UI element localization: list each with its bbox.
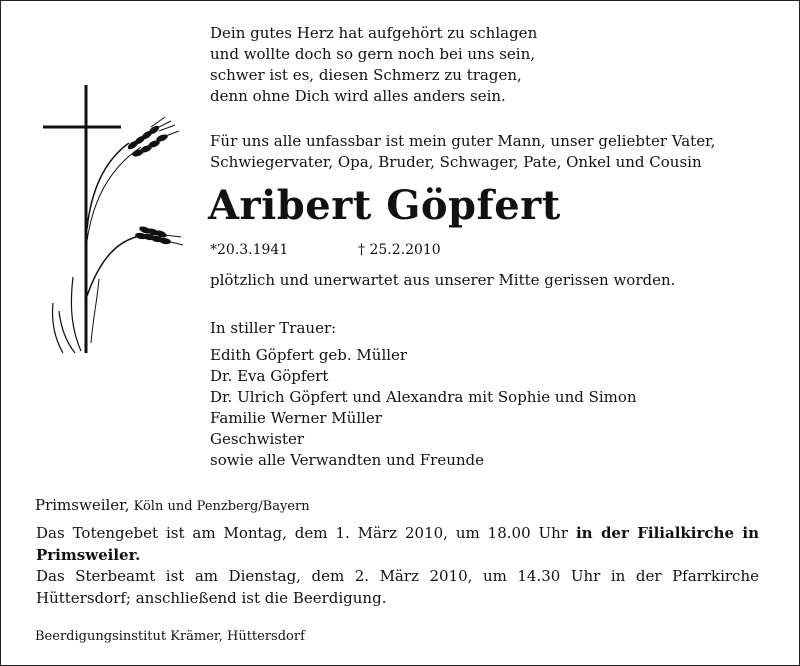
intro-text — [210, 131, 790, 173]
mourner-entry: Familie Werner Müller — [210, 409, 382, 427]
mourner-entry: Dr. Ulrich Göpfert und Alexandra mit Sophie und Simon — [210, 388, 637, 406]
sudden-death-line: plötzlich und unerwartet aus unserer Mitte gerissen worden. — [210, 271, 676, 289]
poem-line: schwer ist es, diesen Schmerz zu tragen, — [210, 66, 522, 84]
mourner-entry: sowie alle Verwandten und Freunde — [210, 451, 485, 469]
mourning-label: In stiller Trauer: — [210, 319, 337, 337]
location-line — [35, 495, 310, 517]
intro-line: Schwiegervater, Opa, Bruder, Schwager, Pate, Onkel und Cousin — [210, 153, 702, 171]
cross-with-wheat-icon — [29, 81, 199, 361]
poem-line: Dein gutes Herz hat aufgehört zu schlagen — [210, 24, 538, 42]
mourner-entry: Dr. Eva Göpfert — [210, 367, 329, 385]
poem-line: und wollte doch so gern noch bei uns sein, — [210, 45, 536, 63]
poem-line: denn ohne Dich wird alles anders sein. — [210, 87, 506, 105]
mourner-entry: Geschwister — [210, 430, 305, 448]
totengebet-paragraph — [36, 523, 759, 566]
mourner-entry: Edith Göpfert geb. Müller — [210, 346, 408, 364]
deceased-name: Aribert Göpfert — [208, 182, 561, 229]
service-details — [36, 523, 759, 609]
birth-date: *20.3.1941 — [210, 242, 289, 258]
life-dates — [210, 241, 441, 259]
sterbeamt-paragraph: Das Sterbeamt ist am Dienstag, dem 2. März 2010, um 14.30 Uhr in der Pfarrkirche Hüttersdorf; anschließend ist die Beerdigung. — [36, 567, 759, 607]
memorial-poem — [210, 23, 770, 107]
undertaker-line: Beerdigungsinstitut Krämer, Hüttersdorf — [35, 629, 305, 644]
location-main: Primsweiler, — [35, 496, 130, 514]
totengebet-place: in der Filialkirche in Primsweiler. — [36, 524, 759, 564]
intro-line: Für uns alle unfassbar ist mein guter Mann, unser geliebter Vater, — [210, 132, 716, 150]
totengebet-text: Das Totengebet ist am Montag, dem 1. März 2010, um 18.00 Uhr — [36, 524, 576, 542]
mourners-list — [210, 345, 637, 471]
death-date: † 25.2.2010 — [358, 242, 441, 258]
location-rest: Köln und Penzberg/Bayern — [129, 499, 310, 514]
